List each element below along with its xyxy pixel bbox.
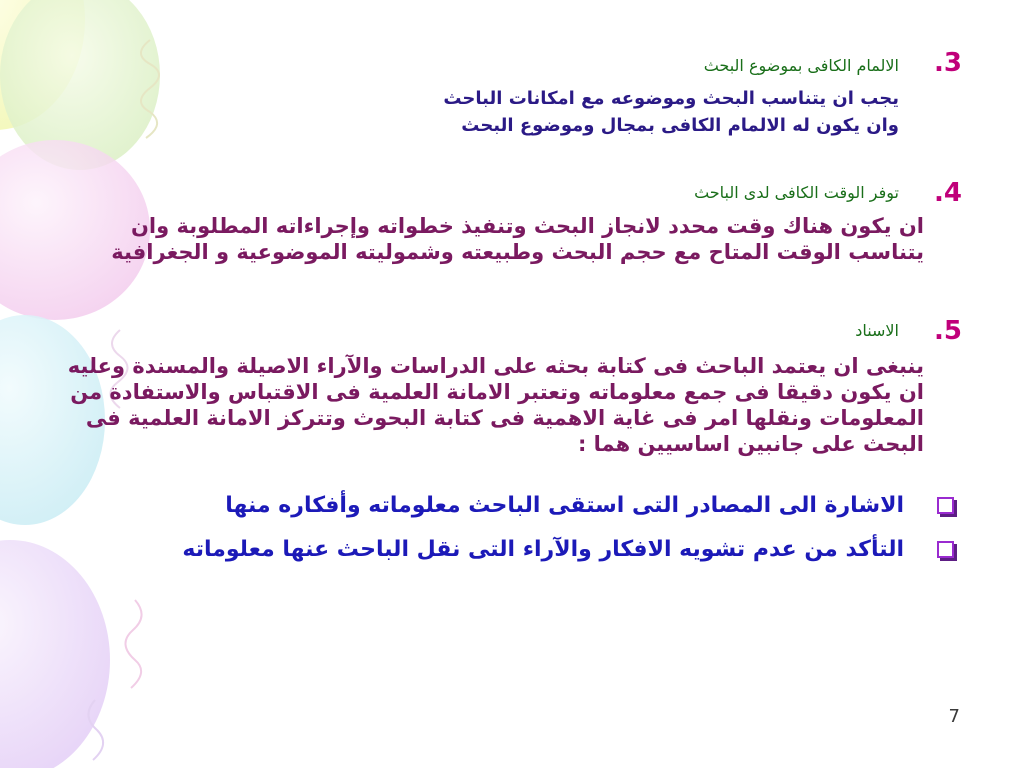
bullet-text: التأكد من عدم تشويه الافكار والآراء التى نقل الباحث عنها معلوماته: [182, 537, 904, 562]
bullet-text: الاشارة الى المصادر التى استقى الباحث معلوماته وأفكاره منها: [225, 493, 904, 518]
square-bullet-icon: [937, 497, 954, 514]
section-3-heading: الالمام الكافى بموضوع البحث: [703, 56, 899, 75]
bullet-item: [74, 534, 954, 568]
section-5-heading: الاسناد: [855, 321, 899, 340]
section-4-heading: توفر الوقت الكافى لدى الباحث: [694, 183, 899, 202]
item-number-3: .3: [934, 48, 962, 78]
bullet-item: [74, 490, 954, 524]
item-number-4: .4: [934, 178, 962, 208]
section-5-body: ينبغى ان يعتمد الباحث فى كتابة بحثه على الدراسات والآراء الاصيلة والمسندة وعليه ان يكون دقيقا فى جمع معلوماته وتعتبر الامانة العلمية فى الاقتباس والاستفادة من المعلومات ونقلها امر فى غاية الاهمية فى كتابة البحوث وتتركز الامانة العلمية فى البحث على جانبين اساسيين هما :: [67, 354, 924, 456]
item-number-5: .5: [934, 316, 962, 346]
square-bullet-icon: [937, 541, 954, 558]
page-number: 7: [948, 706, 960, 727]
section-4-body: ان يكون هناك وقت محدد لانجاز البحث وتنفيذ خطواته وإجراءاته المطلوبة وان يتناسب الوقت المتاح مع حجم البحث وطبيعته وشموليته الموضوعية و الجغرافية: [111, 214, 924, 264]
section-3-body: يجب ان يتناسب البحث وموضوعه مع امكانات الباحث وان يكون له الالمام الكافى بمجال وموضوع البحث: [443, 88, 899, 136]
